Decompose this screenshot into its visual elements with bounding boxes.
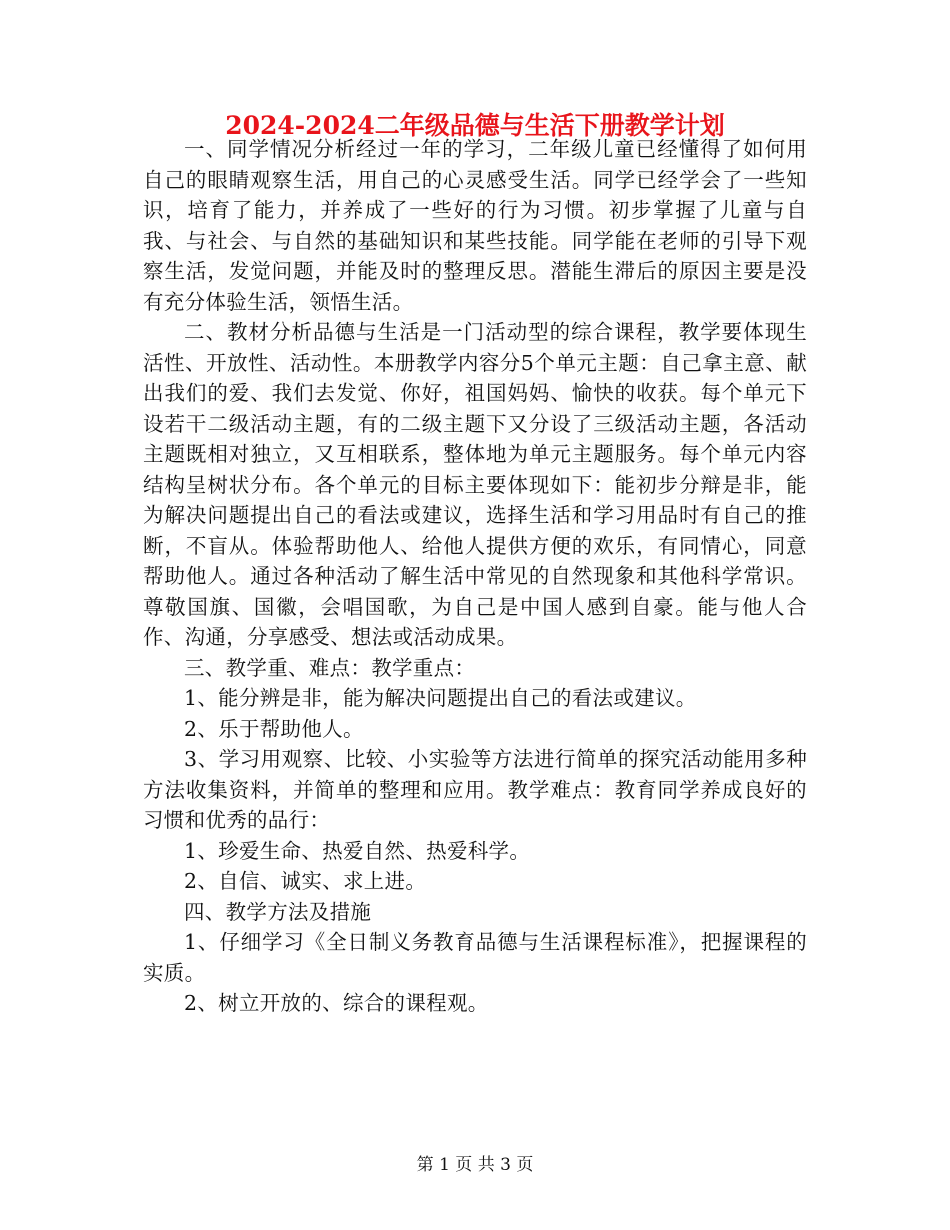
paragraph-student-analysis: 一、同学情况分析经过一年的学习，二年级儿童已经懂得了如何用自己的眼睛观察生活，用自己的心灵感受生活。同学已经学会了一些知识，培育了能力，并养成了一些好的行为习惯。初步掌握了儿童与自我、与社会、与自然的基础知识和某些技能。同学能在老师的引导下观察生活，发觉问题，并能及时的整理反思。潜能生滞后的原因主要是没有充分体验生活，领悟生活。 [143, 137, 807, 314]
page-number-footer: 第 1 页 共 3 页 [416, 1155, 534, 1175]
paragraph-difficulty-2: 2、自信、诚实、求上进。 [184, 869, 427, 893]
paragraph-key-point-2: 2、乐于帮助他人。 [184, 716, 364, 741]
paragraph-key-point-1: 1、能分辨是非，能为解决问题提出自己的看法或建议。 [184, 686, 697, 710]
paragraph-difficulty-1: 1、珍爱生命、热爱自然、热爱科学。 [184, 838, 531, 863]
document-title: 2024-2024二年级品德与生活下册教学计划 [225, 111, 725, 140]
document-body [143, 134, 807, 1019]
paragraph-textbook-analysis: 二、教材分析品德与生活是一门活动型的综合课程，教学要体现生活性、开放性、活动性。本册教学内容分5个单元主题：自己拿主意、献出我们的爱、我们去发觉、你好，祖国妈妈、愉快的收获。每个单元下设若干二级活动主题，有的二级主题下又分设了三级活动主题，各活动主题既相对独立，又互相联系，整体地为单元主题服务。每个单元内容结构呈树状分布。各个单元的目标主要体现如下：能初步分辩是非，能为解决问题提出自己的看法或建议，选择生活和学习用品时有自己的推断，不盲从。体验帮助他人、给他人提供方便的欢乐，有同情心，同意帮助他人。通过各种活动了解生活中常见的自然现象和其他科学常识。尊敬国旗、国徽，会唱国歌，为自己是中国人感到自豪。能与他人合作、沟通，分享感受、想法或活动成果。 [143, 320, 807, 649]
paragraph-key-points-heading: 三、教学重、难点：教学重点： [184, 655, 476, 680]
paragraph-method-2: 2、树立开放的、综合的课程观。 [184, 991, 489, 1015]
paragraph-key-point-3: 3、学习用观察、比较、小实验等方法进行简单的探究活动能用多种方法收集资料，并简单的整理和应用。教学难点：教育同学养成良好的习惯和优秀的品行： [143, 747, 807, 832]
paragraph-methods-heading: 四、教学方法及措施 [184, 899, 372, 924]
paragraph-method-1: 1、仔细学习《全日制义务教育品德与生活课程标准》，把握课程的实质。 [143, 930, 807, 985]
